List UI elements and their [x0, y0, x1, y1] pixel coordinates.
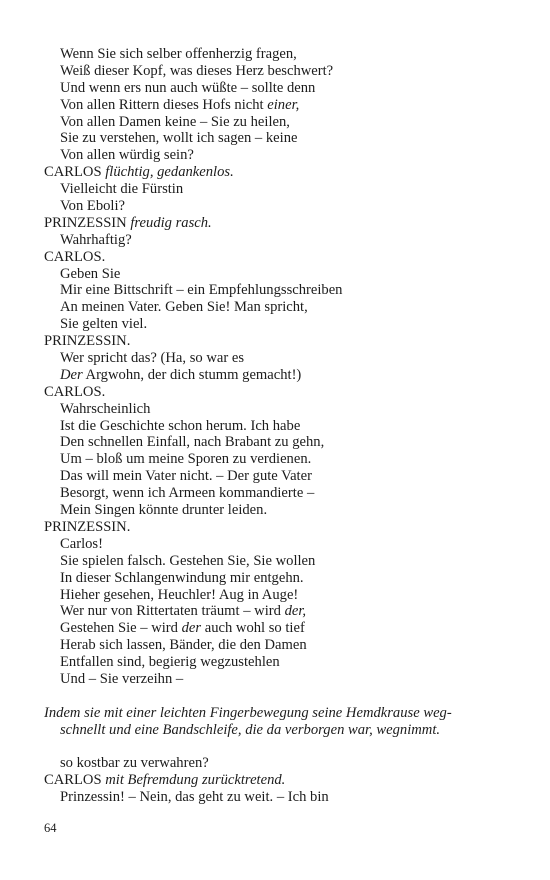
text-segment: Mir eine Bittschrift – ein Empfehlungsschreiben — [60, 282, 343, 299]
verse-line — [44, 536, 534, 553]
text-segment: Prinzessin! – Nein, das geht zu weit. – Ich bin — [60, 789, 329, 806]
text-segment: Wahrscheinlich — [60, 400, 151, 417]
drama-text — [44, 46, 534, 806]
text-segment: Wer nur von Rittertaten träumt – wird — [60, 603, 285, 620]
italic-text: flüchtig, gedankenlos. — [105, 164, 234, 181]
verse-line — [44, 502, 534, 519]
verse-line — [44, 620, 534, 637]
text-segment: Wahrhaftig? — [60, 231, 132, 248]
verse-line — [44, 587, 534, 604]
verse-line — [44, 367, 534, 384]
text-segment: Wer spricht das? (Ha, so war es — [60, 350, 245, 367]
stage-direction-line: schnellt und eine Bandschleife, die da verborgen war, wegnimmt. — [60, 721, 441, 738]
italic-text: Der — [60, 366, 83, 383]
verse-line — [44, 80, 534, 97]
text-segment: CARLOS. — [44, 248, 106, 265]
verse-line — [44, 468, 534, 485]
text-segment: Sie zu verstehen, wollt ich sagen – keine — [60, 130, 298, 147]
verse-line — [44, 789, 534, 806]
text-segment: Von allen Rittern dieses Hofs nicht — [60, 96, 268, 113]
verse-line — [44, 553, 534, 570]
italic-text: mit Befremdung zurücktretend. — [105, 772, 286, 789]
text-segment: Wenn Sie sich selber offenherzig fragen, — [60, 46, 297, 62]
text-segment: Argwohn, der dich stumm gemacht!) — [82, 366, 302, 383]
speaker-line — [44, 519, 534, 536]
italic-text: der, — [284, 603, 307, 620]
text-segment: Mein Singen könnte drunter leiden. — [60, 502, 268, 519]
verse-line — [44, 97, 534, 114]
text-segment: Von Eboli? — [60, 198, 125, 215]
verse-line — [44, 654, 534, 671]
verse-line — [44, 299, 534, 316]
text-segment: CARLOS. — [44, 383, 106, 400]
text-segment: Das will mein Vater nicht. – Der gute Vater — [60, 468, 312, 485]
text-segment: Entfallen sind, begierig wegzustehlen — [60, 654, 280, 671]
verse-line — [44, 671, 534, 688]
verse-line — [44, 485, 534, 502]
verse-line — [44, 266, 534, 283]
text-segment: Herab sich lassen, Bänder, die den Damen — [60, 637, 307, 654]
speaker-line — [44, 215, 534, 232]
verse-line — [44, 63, 534, 80]
text-segment: Sie gelten viel. — [60, 316, 148, 333]
blank-line — [44, 739, 534, 756]
stage-direction-line: Indem sie mit einer leichten Fingerbewegung seine Hemdkrause weg- — [44, 704, 452, 721]
verse-line — [44, 147, 534, 164]
text-segment: PRINZESSIN. — [44, 518, 131, 535]
text-segment: Vielleicht die Fürstin — [60, 181, 184, 198]
verse-line — [44, 350, 534, 367]
page-number: 64 — [44, 821, 57, 835]
text-segment: Von allen Damen keine – Sie zu heilen, — [60, 113, 290, 130]
text-segment: Ist die Geschichte schon herum. Ich habe — [60, 417, 301, 434]
verse-line — [44, 282, 534, 299]
text-segment: Den schnellen Einfall, nach Brabant zu gehn, — [60, 434, 325, 451]
stage-direction — [44, 705, 534, 739]
verse-line — [44, 114, 534, 131]
text-segment: auch wohl so tief — [201, 620, 305, 637]
verse-line — [44, 316, 534, 333]
text-segment: Gestehen Sie – wird — [60, 620, 182, 637]
text-segment: Und wenn ers nun auch wüßte – sollte denn — [60, 79, 316, 96]
verse-line — [44, 451, 534, 468]
verse-line — [44, 637, 534, 654]
text-segment: Von allen würdig sein? — [60, 147, 194, 164]
text-segment: so kostbar zu verwahren? — [60, 755, 209, 772]
verse-line — [44, 232, 534, 249]
text-segment: Carlos! — [60, 535, 103, 552]
text-segment: In dieser Schlangenwindung mir entgehn. — [60, 569, 304, 586]
verse-line — [44, 130, 534, 147]
text-segment: Und – Sie verzeihn – — [60, 670, 184, 687]
italic-text: der — [181, 620, 202, 637]
verse-line — [44, 181, 534, 198]
speaker-line — [44, 384, 534, 401]
verse-line — [44, 198, 534, 215]
verse-line — [44, 401, 534, 418]
speaker-line — [44, 333, 534, 350]
speaker-line — [44, 164, 534, 181]
text-segment: Hieher gesehen, Heuchler! Aug in Auge! — [60, 586, 299, 603]
text-segment: CARLOS — [44, 164, 106, 181]
text-segment: CARLOS — [44, 772, 106, 789]
text-segment: Um – bloß um meine Sporen zu verdienen. — [60, 451, 312, 468]
text-segment: Besorgt, wenn ich Armeen kommandierte – — [60, 485, 315, 502]
text-segment: An meinen Vater. Geben Sie! Man spricht, — [60, 299, 308, 316]
text-segment: Weiß dieser Kopf, was dieses Herz beschwert? — [60, 62, 334, 79]
text-segment: PRINZESSIN — [44, 214, 131, 231]
text-segment: Geben Sie — [60, 265, 121, 282]
verse-line — [44, 755, 534, 772]
text-segment: Sie spielen falsch. Gestehen Sie, Sie wollen — [60, 552, 316, 569]
blank-line — [44, 688, 534, 705]
verse-line — [44, 603, 534, 620]
verse-line — [44, 570, 534, 587]
italic-text: freudig rasch. — [130, 214, 212, 231]
verse-line — [44, 418, 534, 435]
verse-line — [44, 46, 534, 63]
speaker-line — [44, 249, 534, 266]
verse-line — [44, 434, 534, 451]
italic-text: einer, — [267, 96, 300, 113]
speaker-line — [44, 772, 534, 789]
text-segment: PRINZESSIN. — [44, 333, 131, 350]
